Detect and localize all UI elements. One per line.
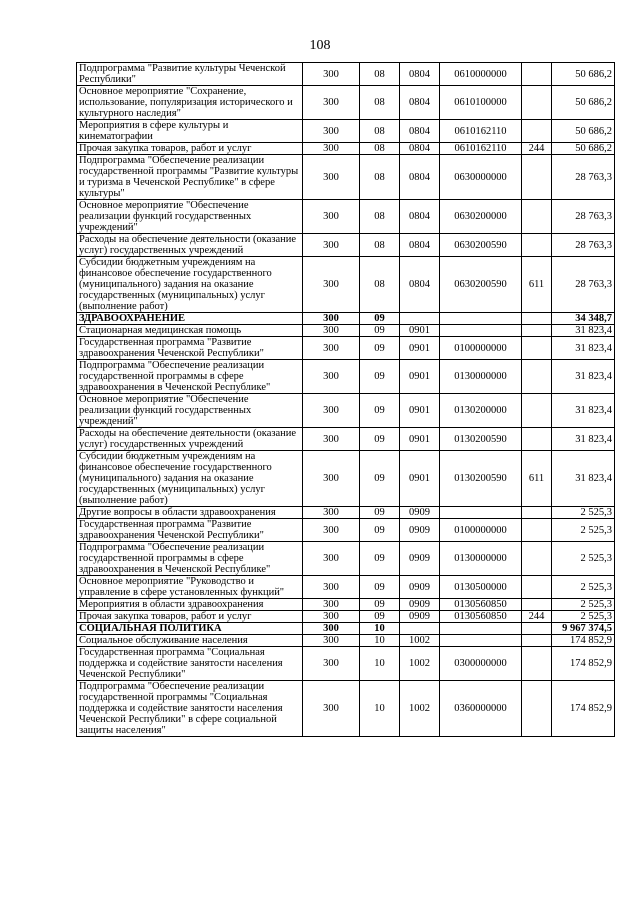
cell-expense-type: [522, 360, 552, 394]
cell-subsection: 0901: [400, 325, 440, 337]
cell-grbs: 300: [303, 611, 360, 623]
table-row: [77, 635, 615, 647]
budget-table: [76, 62, 615, 737]
cell-amount: 9 967 374,5: [552, 623, 615, 635]
cell-section: 09: [360, 576, 400, 599]
cell-amount: 34 348,7: [552, 313, 615, 325]
cell-expense-type: [522, 337, 552, 360]
cell-grbs: 300: [303, 234, 360, 257]
cell-amount: 2 525,3: [552, 519, 615, 542]
cell-name: Прочая закупка товаров, работ и услуг: [77, 143, 303, 155]
cell-target-article: 0130200000: [440, 394, 522, 428]
cell-target-article: 0610000000: [440, 63, 522, 86]
cell-target-article: 0610162110: [440, 120, 522, 143]
cell-name: Подпрограмма "Обеспечение реализации государственной программы в сфере здравоохранения в Чеченской Республике": [77, 542, 303, 576]
cell-grbs: 300: [303, 542, 360, 576]
cell-amount: 31 823,4: [552, 337, 615, 360]
cell-expense-type: [522, 542, 552, 576]
cell-name: Расходы на обеспечение деятельности (оказание услуг) государственных учреждений: [77, 234, 303, 257]
cell-section: 10: [360, 681, 400, 737]
cell-name: Государственная программа "Социальная поддержка и содействие занятости населения Чеченской Республики": [77, 647, 303, 681]
cell-name: Основное мероприятие "Руководство и управление в сфере установленных функций": [77, 576, 303, 599]
cell-amount: 31 823,4: [552, 451, 615, 507]
table-row: [77, 313, 615, 325]
cell-amount: 31 823,4: [552, 394, 615, 428]
cell-subsection: 0909: [400, 542, 440, 576]
cell-name: Государственная программа "Развитие здравоохранения Чеченской Республики": [77, 337, 303, 360]
cell-section: 09: [360, 394, 400, 428]
cell-amount: 2 525,3: [552, 576, 615, 599]
cell-grbs: 300: [303, 63, 360, 86]
cell-target-article: 0630200000: [440, 200, 522, 234]
cell-section: 08: [360, 155, 400, 200]
cell-target-article: 0630200590: [440, 257, 522, 313]
cell-grbs: 300: [303, 360, 360, 394]
cell-grbs: 300: [303, 519, 360, 542]
cell-amount: 28 763,3: [552, 257, 615, 313]
table-row: [77, 325, 615, 337]
cell-amount: 50 686,2: [552, 120, 615, 143]
cell-grbs: 300: [303, 681, 360, 737]
table-row: [77, 86, 615, 120]
cell-expense-type: [522, 394, 552, 428]
cell-grbs: 300: [303, 428, 360, 451]
table-row: [77, 63, 615, 86]
cell-name: Подпрограмма "Обеспечение реализации государственной программы в сфере здравоохранения в Чеченской Республике": [77, 360, 303, 394]
cell-name: Государственная программа "Развитие здравоохранения Чеченской Республики": [77, 519, 303, 542]
cell-expense-type: [522, 120, 552, 143]
cell-target-article: 0130200590: [440, 428, 522, 451]
cell-name: Основное мероприятие "Обеспечение реализации функций государственных учреждений": [77, 200, 303, 234]
cell-subsection: 0909: [400, 576, 440, 599]
cell-section: 09: [360, 599, 400, 611]
cell-section: 09: [360, 428, 400, 451]
cell-section: 09: [360, 519, 400, 542]
cell-name: Мероприятия в сфере культуры и кинематографии: [77, 120, 303, 143]
cell-section: 08: [360, 234, 400, 257]
cell-name: Подпрограмма "Развитие культуры Чеченской Республики": [77, 63, 303, 86]
cell-target-article: 0130000000: [440, 360, 522, 394]
cell-subsection: 0804: [400, 257, 440, 313]
cell-grbs: 300: [303, 313, 360, 325]
cell-target-article: 0630000000: [440, 155, 522, 200]
table-row: [77, 120, 615, 143]
cell-target-article: [440, 623, 522, 635]
cell-name: Мероприятия в области здравоохранения: [77, 599, 303, 611]
cell-section: 09: [360, 451, 400, 507]
cell-subsection: 0909: [400, 599, 440, 611]
cell-section: 08: [360, 143, 400, 155]
cell-target-article: 0130560850: [440, 611, 522, 623]
cell-subsection: 0804: [400, 63, 440, 86]
cell-name: СОЦИАЛЬНАЯ ПОЛИТИКА: [77, 623, 303, 635]
cell-section: 09: [360, 611, 400, 623]
cell-section: 09: [360, 507, 400, 519]
cell-section: 09: [360, 337, 400, 360]
cell-target-article: 0360000000: [440, 681, 522, 737]
cell-expense-type: [522, 519, 552, 542]
cell-amount: 2 525,3: [552, 507, 615, 519]
cell-name: Другие вопросы в области здравоохранения: [77, 507, 303, 519]
cell-subsection: [400, 623, 440, 635]
cell-grbs: 300: [303, 200, 360, 234]
cell-section: 08: [360, 86, 400, 120]
cell-subsection: 0901: [400, 451, 440, 507]
cell-grbs: 300: [303, 451, 360, 507]
cell-amount: 31 823,4: [552, 325, 615, 337]
cell-subsection: 1002: [400, 635, 440, 647]
cell-subsection: 0909: [400, 519, 440, 542]
cell-grbs: 300: [303, 599, 360, 611]
cell-subsection: 1002: [400, 681, 440, 737]
cell-expense-type: 611: [522, 257, 552, 313]
cell-subsection: 0804: [400, 86, 440, 120]
cell-amount: 50 686,2: [552, 86, 615, 120]
cell-section: 10: [360, 635, 400, 647]
cell-amount: 174 852,9: [552, 647, 615, 681]
cell-section: 09: [360, 325, 400, 337]
table-row: [77, 542, 615, 576]
table-row: [77, 611, 615, 623]
cell-subsection: 1002: [400, 647, 440, 681]
cell-target-article: [440, 325, 522, 337]
table-row: [77, 155, 615, 200]
cell-target-article: 0100000000: [440, 519, 522, 542]
cell-expense-type: [522, 576, 552, 599]
cell-target-article: 0100000000: [440, 337, 522, 360]
cell-amount: 50 686,2: [552, 63, 615, 86]
cell-name: Основное мероприятие "Сохранение, использование, популяризация исторического и культурного наследия": [77, 86, 303, 120]
cell-subsection: 0901: [400, 428, 440, 451]
cell-subsection: 0804: [400, 120, 440, 143]
table-row: [77, 451, 615, 507]
cell-expense-type: [522, 647, 552, 681]
cell-name: Подпрограмма "Обеспечение реализации государственной программы "Развитие культуры и туризма в Чеченской Республике" в сфере культуры": [77, 155, 303, 200]
cell-subsection: 0909: [400, 507, 440, 519]
table-row: [77, 257, 615, 313]
cell-target-article: 0130560850: [440, 599, 522, 611]
cell-amount: 2 525,3: [552, 611, 615, 623]
cell-section: 08: [360, 200, 400, 234]
cell-target-article: 0130200590: [440, 451, 522, 507]
cell-amount: 28 763,3: [552, 155, 615, 200]
table-row: [77, 360, 615, 394]
cell-target-article: 0610100000: [440, 86, 522, 120]
cell-expense-type: [522, 200, 552, 234]
cell-subsection: 0901: [400, 337, 440, 360]
cell-name: Прочая закупка товаров, работ и услуг: [77, 611, 303, 623]
cell-grbs: 300: [303, 86, 360, 120]
cell-grbs: 300: [303, 635, 360, 647]
cell-subsection: 0804: [400, 155, 440, 200]
cell-target-article: [440, 507, 522, 519]
cell-name: Социальное обслуживание населения: [77, 635, 303, 647]
cell-section: 10: [360, 623, 400, 635]
cell-grbs: 300: [303, 576, 360, 599]
cell-grbs: 300: [303, 155, 360, 200]
table-row: [77, 599, 615, 611]
cell-name: Субсидии бюджетным учреждениям на финансовое обеспечение государственного (муниципального) задания на оказание государственных (муниципальных) услуг (выполнение работ): [77, 451, 303, 507]
cell-target-article: 0610162110: [440, 143, 522, 155]
cell-subsection: 0804: [400, 234, 440, 257]
table-row: [77, 647, 615, 681]
table-row: [77, 143, 615, 155]
table-row: [77, 428, 615, 451]
cell-subsection: 0901: [400, 394, 440, 428]
cell-expense-type: 244: [522, 143, 552, 155]
cell-target-article: [440, 635, 522, 647]
cell-subsection: 0909: [400, 611, 440, 623]
table-row: [77, 337, 615, 360]
cell-subsection: 0804: [400, 200, 440, 234]
cell-section: 08: [360, 120, 400, 143]
cell-section: 10: [360, 647, 400, 681]
cell-grbs: 300: [303, 120, 360, 143]
cell-grbs: 300: [303, 623, 360, 635]
cell-subsection: 0804: [400, 143, 440, 155]
cell-grbs: 300: [303, 257, 360, 313]
cell-expense-type: [522, 599, 552, 611]
cell-section: 08: [360, 257, 400, 313]
cell-expense-type: [522, 507, 552, 519]
cell-name: Подпрограмма "Обеспечение реализации государственной программы "Социальная поддержка и содействие занятости населения Чеченской Республики" в сфере социальной защиты населения": [77, 681, 303, 737]
cell-section: 09: [360, 360, 400, 394]
budget-table-body: [77, 63, 615, 737]
cell-expense-type: [522, 623, 552, 635]
cell-expense-type: [522, 234, 552, 257]
cell-expense-type: [522, 635, 552, 647]
cell-expense-type: [522, 681, 552, 737]
cell-name: ЗДРАВООХРАНЕНИЕ: [77, 313, 303, 325]
table-row: [77, 576, 615, 599]
cell-amount: 2 525,3: [552, 599, 615, 611]
cell-name: Расходы на обеспечение деятельности (оказание услуг) государственных учреждений: [77, 428, 303, 451]
table-row: [77, 200, 615, 234]
cell-amount: 31 823,4: [552, 428, 615, 451]
table-row: [77, 681, 615, 737]
cell-target-article: 0630200590: [440, 234, 522, 257]
cell-target-article: 0130000000: [440, 542, 522, 576]
cell-target-article: [440, 313, 522, 325]
table-row: [77, 623, 615, 635]
cell-grbs: 300: [303, 507, 360, 519]
cell-amount: 174 852,9: [552, 681, 615, 737]
cell-subsection: [400, 313, 440, 325]
cell-amount: 2 525,3: [552, 542, 615, 576]
cell-amount: 28 763,3: [552, 200, 615, 234]
cell-section: 08: [360, 63, 400, 86]
cell-grbs: 300: [303, 143, 360, 155]
cell-expense-type: [522, 428, 552, 451]
cell-expense-type: 244: [522, 611, 552, 623]
cell-subsection: 0901: [400, 360, 440, 394]
cell-expense-type: [522, 155, 552, 200]
table-row: [77, 234, 615, 257]
cell-amount: 174 852,9: [552, 635, 615, 647]
table-row: [77, 519, 615, 542]
cell-amount: 50 686,2: [552, 143, 615, 155]
cell-expense-type: [522, 86, 552, 120]
cell-target-article: 0300000000: [440, 647, 522, 681]
cell-expense-type: [522, 325, 552, 337]
cell-target-article: 0130500000: [440, 576, 522, 599]
cell-grbs: 300: [303, 325, 360, 337]
cell-name: Субсидии бюджетным учреждениям на финансовое обеспечение государственного (муниципального) задания на оказание государственных (муниципальных) услуг (выполнение работ): [77, 257, 303, 313]
cell-section: 09: [360, 542, 400, 576]
cell-grbs: 300: [303, 337, 360, 360]
cell-grbs: 300: [303, 647, 360, 681]
cell-expense-type: [522, 63, 552, 86]
cell-expense-type: [522, 313, 552, 325]
cell-grbs: 300: [303, 394, 360, 428]
cell-name: Стационарная медицинская помощь: [77, 325, 303, 337]
cell-amount: 31 823,4: [552, 360, 615, 394]
table-row: [77, 394, 615, 428]
cell-name: Основное мероприятие "Обеспечение реализации функций государственных учреждений": [77, 394, 303, 428]
cell-amount: 28 763,3: [552, 234, 615, 257]
table-row: [77, 507, 615, 519]
cell-section: 09: [360, 313, 400, 325]
page-number: 108: [309, 38, 331, 53]
cell-expense-type: 611: [522, 451, 552, 507]
